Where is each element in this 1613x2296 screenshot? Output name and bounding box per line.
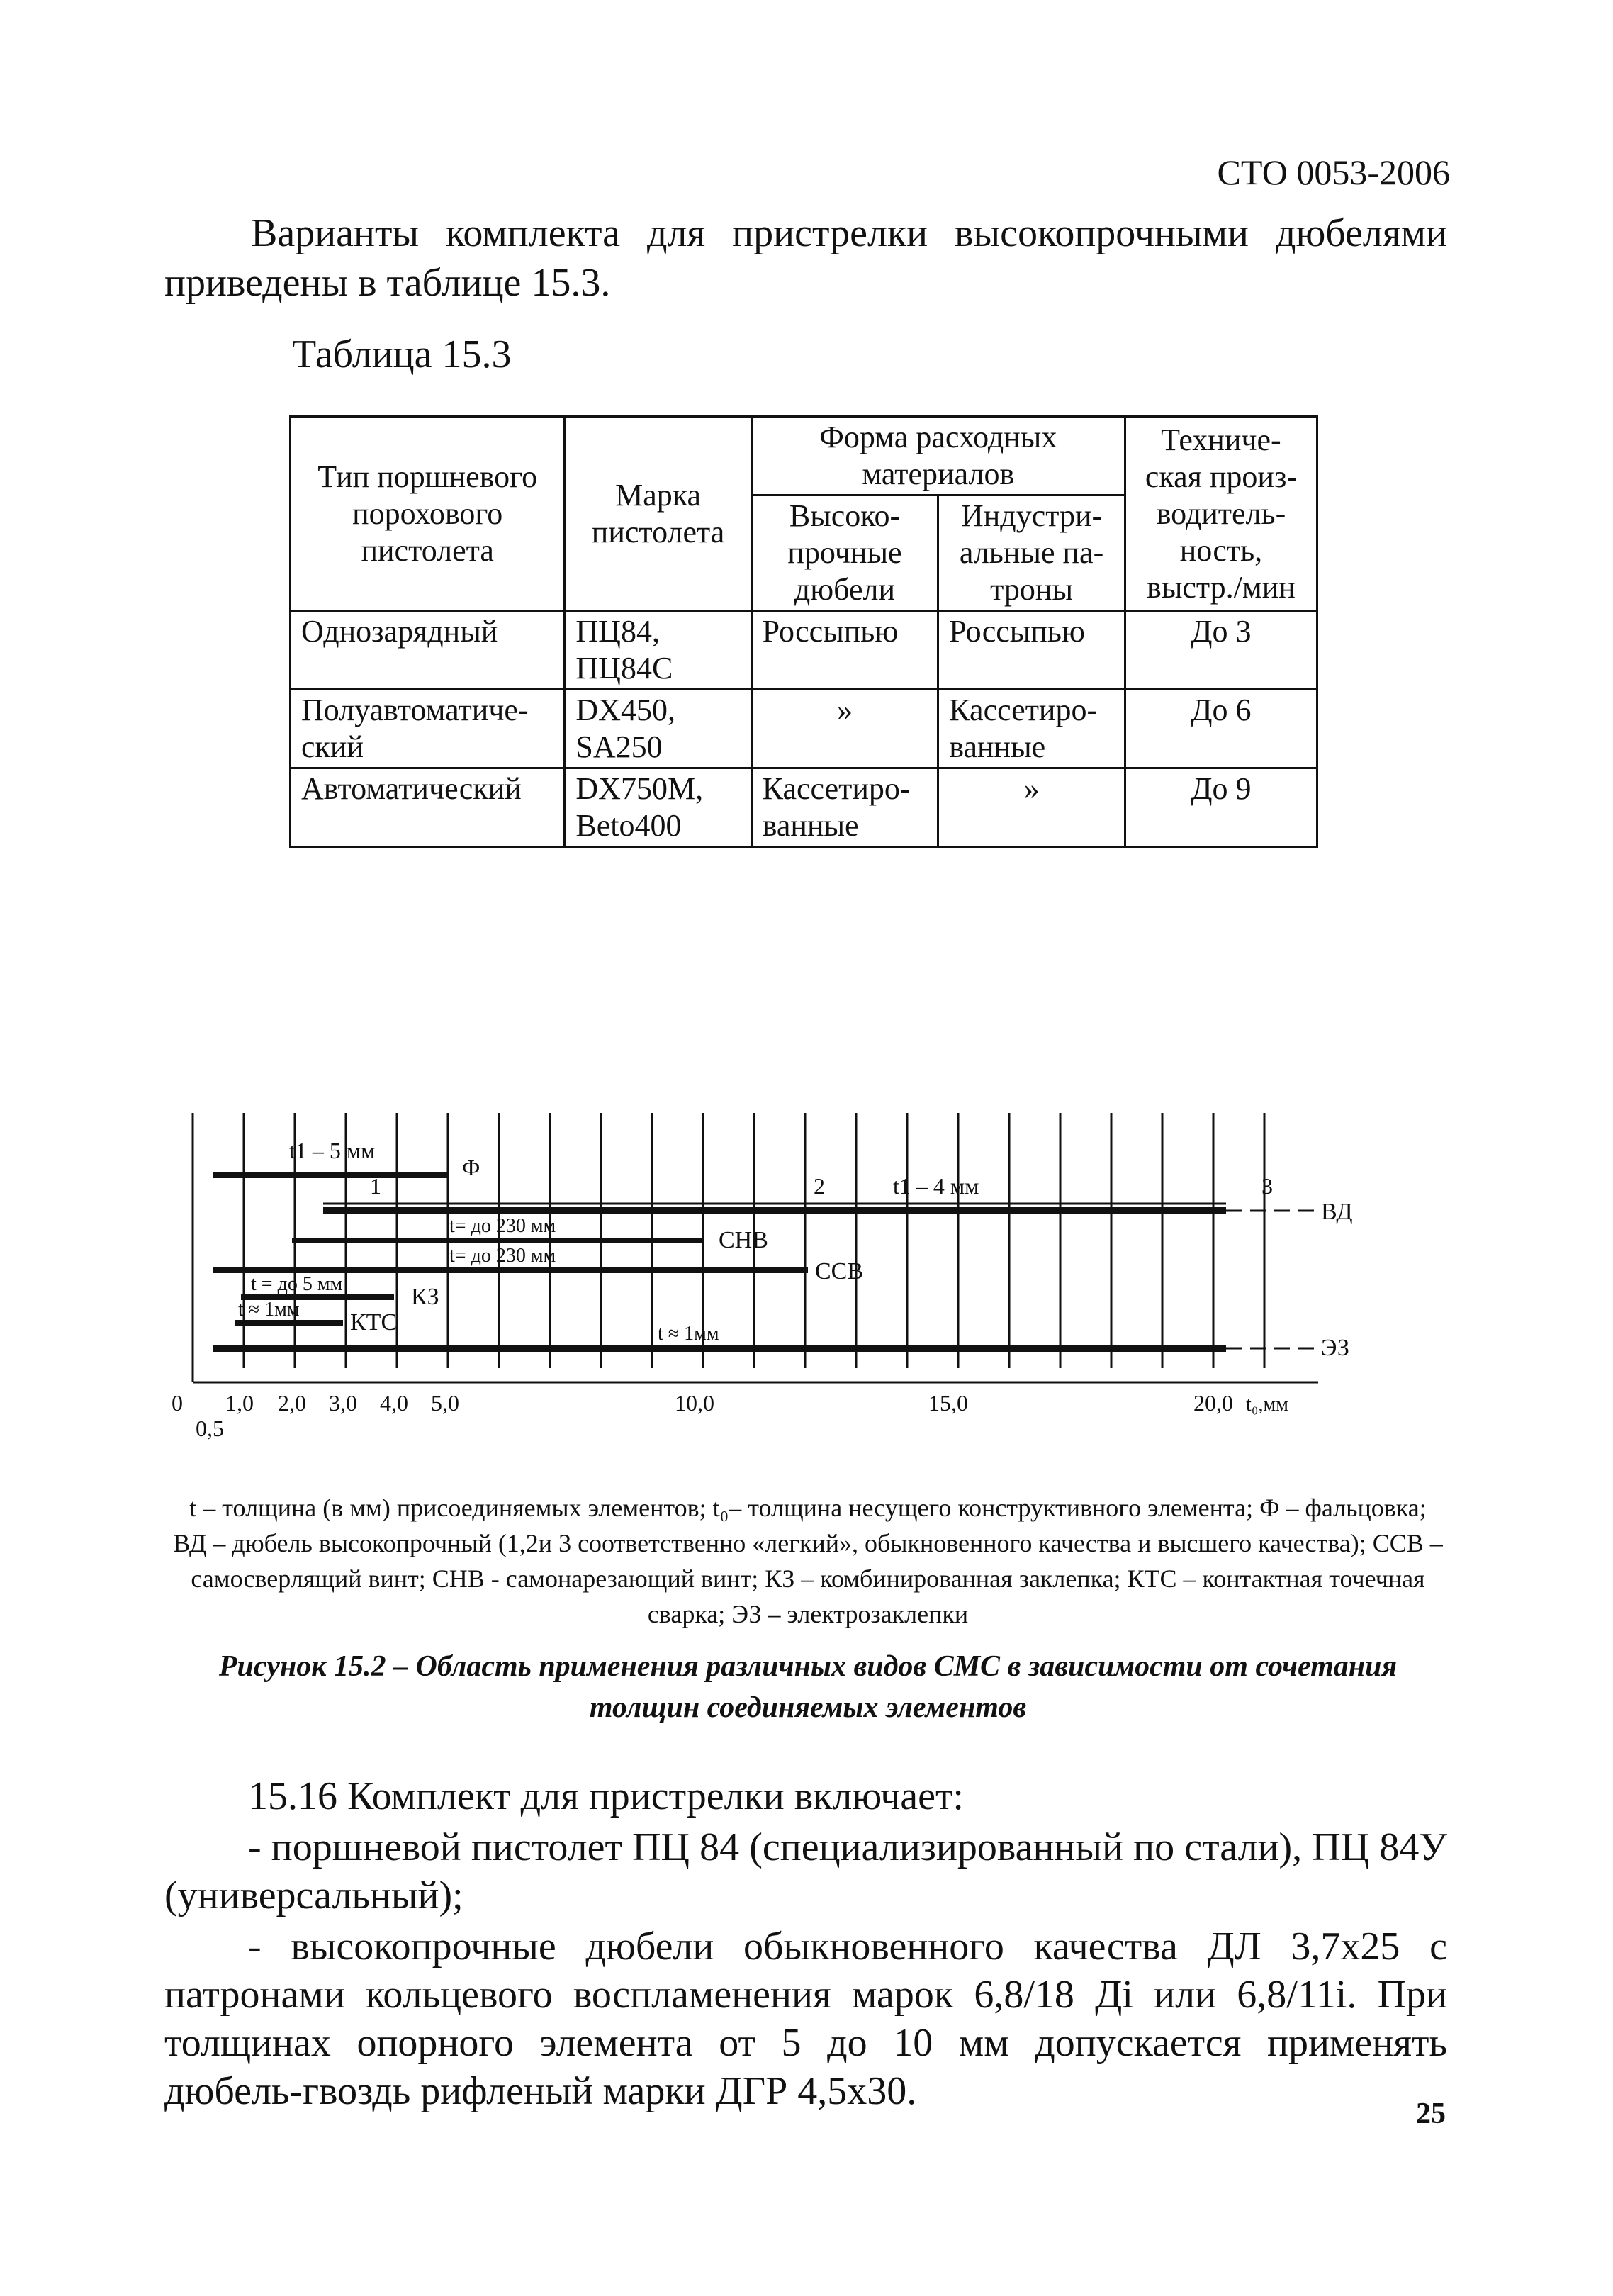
label-f: Ф <box>462 1155 480 1180</box>
cell-rate: До 9 <box>1125 768 1317 847</box>
label-snv: СНВ <box>719 1227 768 1253</box>
figure-caption-text: – Область применения различных видов СМС в зависимости от сочетания толщин соединяемых элементов <box>386 1650 1398 1724</box>
header-dowels: Высоко-прочные дюбели <box>751 495 938 611</box>
table-row <box>291 768 1317 847</box>
cell-rate: До 6 <box>1125 690 1317 768</box>
x-axis-ticks <box>172 1390 1288 1441</box>
figure-labels <box>238 1138 1353 1361</box>
label-t-top: t1 – 5 мм <box>289 1138 376 1163</box>
tick-3: 3,0 <box>329 1390 357 1416</box>
label-vd: ВД <box>1321 1199 1353 1225</box>
tick-zero: 0 <box>172 1390 183 1416</box>
label-vd-2: 2 <box>814 1173 825 1199</box>
header-brand: Марка пистолета <box>565 417 751 611</box>
intro-paragraph: Варианты комплекта для пристрелки высокопрочными дюбелями приведены в таблице 15.3. <box>164 211 1447 305</box>
cell-cartridges: Кассетиро-ванные <box>938 690 1125 768</box>
label-t-1mm-ez: t ≈ 1мм <box>658 1323 719 1345</box>
label-kz: КЗ <box>411 1284 439 1310</box>
cell-brand: DX750M, Beto400 <box>565 768 751 847</box>
figure-legend: t – толщина (в мм) присоединяемых элементов; t₀– толщина несущего конструктивного элемента; Ф – фальцовка; ВД – дюбель высокопрочный (1,2и 3 соответственно «легкий», обыкновенного качества и высшего качества); ССВ – самосверлящий винт; СНВ - самонарезающий винт; КЗ – комбинированная заклепка; КТС – контактная точечная сварка; ЭЗ – электрозаклепки <box>173 1494 1443 1628</box>
label-t1-4: t1 – 4 мм <box>893 1173 979 1199</box>
cell-brand: ПЦ84, ПЦ84С <box>565 611 751 690</box>
pistol-table <box>289 415 1318 848</box>
cell-brand: DX450, SA250 <box>565 690 751 768</box>
figure-caption <box>170 1646 1446 1728</box>
cell-dowels: Россыпью <box>751 611 938 690</box>
tick-4: 4,0 <box>380 1390 408 1416</box>
tick-5: 5,0 <box>431 1390 459 1416</box>
tick-1: 1,0 <box>225 1390 254 1416</box>
label-vd-1: 1 <box>370 1173 381 1199</box>
label-t-1mm-kts: t ≈ 1мм <box>238 1299 300 1321</box>
cell-cartridges: Россыпью <box>938 611 1125 690</box>
cell-dowels: » <box>751 690 938 768</box>
table-row <box>291 611 1317 690</box>
header-consumables-group: Форма расходных материалов <box>751 417 1125 495</box>
label-kts: КТС <box>350 1309 398 1335</box>
cell-type: Однозарядный <box>291 611 565 690</box>
header-cartridges: Индустри-альные па-троны <box>938 495 1125 611</box>
tick-15: 15,0 <box>928 1390 968 1416</box>
cell-rate: До 3 <box>1125 611 1317 690</box>
cell-type: Автоматический <box>291 768 565 847</box>
figure-number: Рисунок 15.2 <box>218 1650 386 1683</box>
application-area-figure <box>0 1099 1613 1453</box>
label-vd-3: 3 <box>1261 1173 1273 1199</box>
cell-dowels: Кассетиро-ванные <box>751 768 938 847</box>
section-heading: 15.16 Комплект для пристрелки включает: <box>248 1774 964 1818</box>
table-row <box>291 690 1317 768</box>
header-rate: Техниче-ская произ-водитель-ность, выстр./мин <box>1125 417 1317 611</box>
list-item: - поршневой пистолет ПЦ 84 (специализированный по стали), ПЦ 84У (универсальный); <box>164 1825 1447 1917</box>
cell-cartridges: » <box>938 768 1125 847</box>
label-t-5: t = до 5 мм <box>251 1273 343 1295</box>
tick-10: 10,0 <box>675 1390 714 1416</box>
cell-type: Полуавтоматиче-ский <box>291 690 565 768</box>
header-type: Тип поршневого порохового пистолета <box>291 417 565 611</box>
axis-unit: t₀,мм <box>1246 1394 1288 1416</box>
label-ssv: ССВ <box>815 1258 864 1284</box>
table-caption: Таблица 15.3 <box>292 332 512 376</box>
list-item: - высокопрочные дюбели обыкновенного качества ДЛ 3,7х25 с патронами кольцевого воспламенения марок 6,8/18 Ді или 6,8/11і. При толщинах опорного элемента от 5 до 10 мм допускается применять дюбель-гвоздь рифленый марки ДГР 4,5х30. <box>164 1925 1447 2113</box>
tick-2: 2,0 <box>278 1390 306 1416</box>
label-t-230-snv: t= до 230 мм <box>449 1215 556 1237</box>
tick-20: 20,0 <box>1193 1390 1233 1416</box>
table-header-row <box>291 417 1317 495</box>
page-number: 25 <box>1416 2098 1446 2130</box>
document-code: СТО 0053-2006 <box>1217 152 1450 192</box>
tick-half: 0,5 <box>196 1416 224 1441</box>
label-ez: ЭЗ <box>1321 1335 1349 1361</box>
label-t-230-ssv: t= до 230 мм <box>449 1245 556 1267</box>
